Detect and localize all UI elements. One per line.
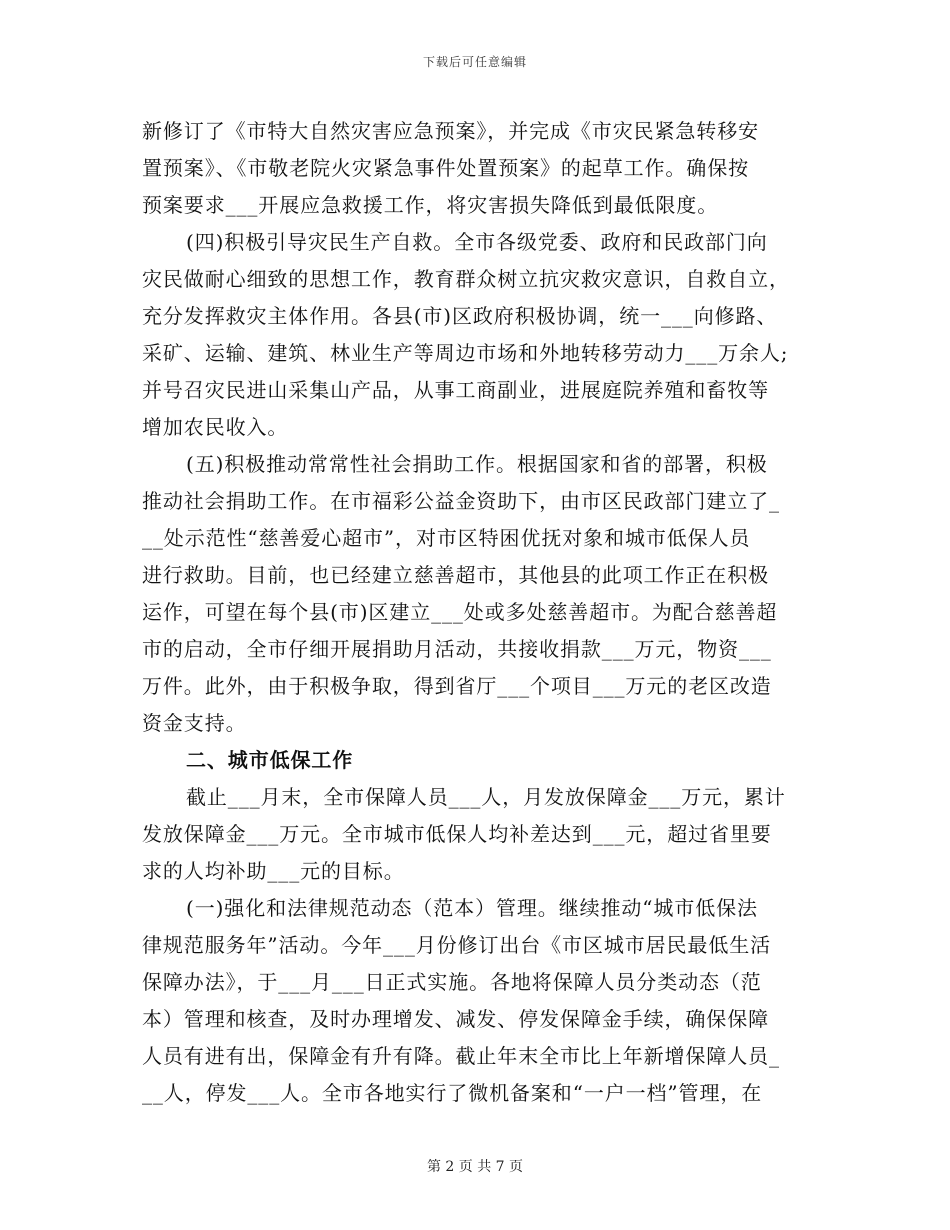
body-line: 新修订了《市特大自然灾害应急预案》，并完成《市灾民紧急转移安 [142,119,759,143]
page-header-note: 下载后可任意编辑 [422,55,527,69]
body-line: 运作，可望在每个县(市)区建立___处或多处慈善超市。为配合慈善超 [142,600,778,624]
body-line: 充分发挥救灾主体作用。各县(市)区政府积极协调，统一___向修路、 [142,304,778,328]
body-line: 保障办法》，于___月___日正式实施。各地将保障人员分类动态（范 [142,970,762,994]
body-line: 预案要求___开展应急救援工作，将灾害损失降低到最低限度。 [142,193,719,217]
paragraph-first-line: (五)积极推动常常性社会捐助工作。根据国家和省的部署，积极 [186,452,768,476]
page-number-footer: 第 2 页 共 7 页 [426,1159,524,1175]
paragraph-first-line: 截止___月末，全市保障人员___人，月发放保障金___万元，累计 [186,785,786,809]
body-line: 发放保障金___万元。全市城市低保人均补差达到___元，超过省里要 [142,822,772,846]
body-line: 市的启动，全市仔细开展捐助月活动，共接收捐款___万元，物资___ [142,637,772,661]
body-line: 本）管理和核查，及时办理增发、减发、停发保障金手续，确保保障 [142,1007,769,1031]
body-line: 万件。此外，由于积极争取，得到省厅___个项目___万元的老区改造 [142,674,772,698]
body-line: 资金支持。 [142,711,247,735]
body-line: 推动社会捐助工作。在市福彩公益金资助下，由市区民政部门建立了_ [142,489,780,513]
body-line: 采矿、运输、建筑、林业生产等周边市场和外地转移劳动力___万余人; [142,341,789,365]
body-line: __人，停发___人。全市各地实行了微机备案和“一户一档”管理，在 [142,1081,763,1105]
paragraph-first-line: (一)强化和法律规范动态（范本）管理。继续推动“城市低保法 [186,896,758,920]
body-line: 求的人均补助___元的目标。 [142,859,405,883]
body-line: 并号召灾民进山采集山产品，从事工商副业，进展庭院养殖和畜牧等 [142,378,769,402]
paragraph-first-line: (四)积极引导灾民生产自救。全市各级党委、政府和民政部门向 [186,230,768,254]
body-line: 灾民做耐心细致的思想工作，教育群众树立抗灾救灾意识，自救自立， [142,267,790,291]
body-line: 律规范服务年”活动。今年___月份修订出台《市区城市居民最低生活 [142,933,772,957]
body-line: 增加农民收入。 [142,415,289,439]
body-line: 人员有进有出，保障金有升有降。截止年末全市比上年新增保障人员_ [142,1044,780,1068]
body-line: 进行救助。目前，也已经建立慈善超市，其他县的此项工作正在积极 [142,563,769,587]
body-line: __处示范性“慈善爱心超市”，对市区特困优抚对象和城市低保人员 [142,526,751,550]
document-body [142,113,810,1112]
section-heading: 二、城市低保工作 [186,748,354,772]
body-line: 置预案》、《市敬老院火灾紧急事件处置预案》的起草工作。确保按 [142,156,749,180]
